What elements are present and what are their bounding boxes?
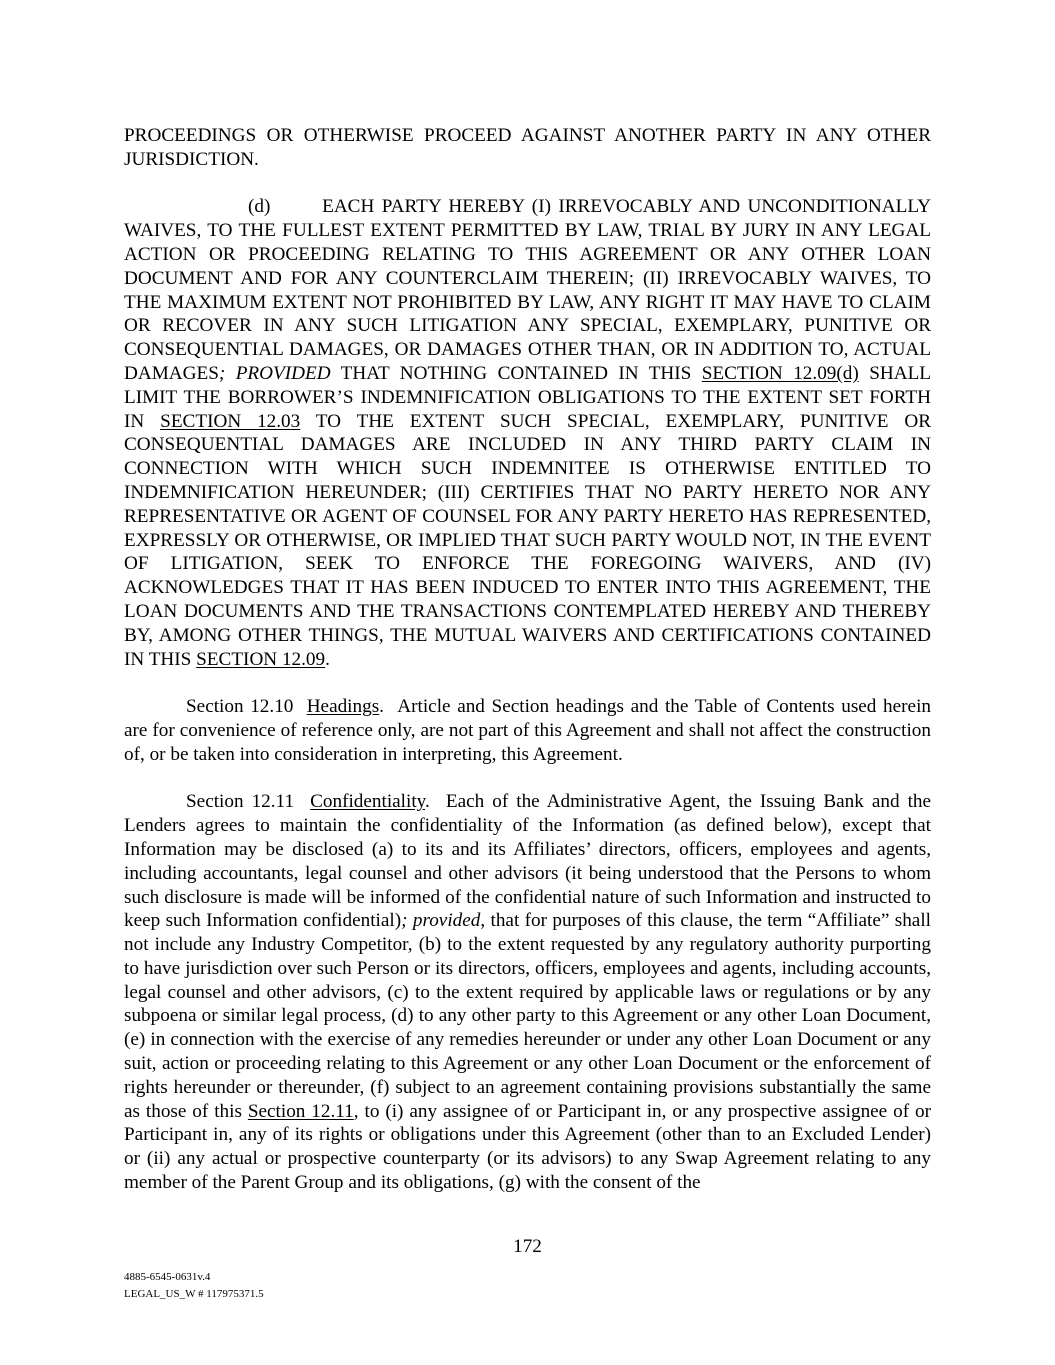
clause-d-text-3: SHALL LIMIT THE BORROWER’S INDEMNIFICATION OBLIGATIONS TO THE EXTENT SET FORTH IN [124,362,932,432]
section-12-10-text: . Article and Section headings and the Table of Contents used herein are for convenience of reference only, are not part of this Agreement and shall not affect the construction of, or be taken into consideration in interpreting, this Agreement. [124,696,931,765]
page-number: 172 [513,1236,542,1257]
section-12-11-paragraph [124,790,931,1195]
clause-d-text-4: TO THE EXTENT SUCH SPECIAL, EXEMPLARY, PUNITIVE OR CONSEQUENTIAL DAMAGES ARE INCLUDED IN ANY THIRD PARTY CLAIM IN CONNECTION WITH WHICH SUCH INDEMNITEE IS OTHERWISE ENTITLED TO INDEMNIFICATION HEREUNDER; (III) CERTIFIES THAT NO PARTY HERETO NOR ANY REPRESENTATIVE OR AGENT OF COUNSEL FOR ANY PARTY HERETO HAS REPRESENTED, EXPRESSLY OR OTHERWISE, OR IMPLIED THAT SUCH PARTY WOULD NOT, IN THE EVENT OF LITIGATION, SEEK TO ENFORCE THE FOREGOING WAIVERS, AND (IV) ACKNOWLEDGES THAT IT HAS BEEN INDUCED TO ENTER INTO THIS AGREEMENT, THE LOAN DOCUMENTS AND THE TRANSACTIONS CONTEMPLATED HEREBY AND THEREBY BY, AMONG OTHER THINGS, THE MUTUAL WAIVERS AND CERTIFICATIONS CONTAINED IN THIS [124,410,932,670]
clause-d-text-2: THAT NOTHING CONTAINED IN THIS [330,362,702,384]
section-12-11-text-3: , to (i) any assignee of or Participant in, or any prospective assignee of or Participant in, any of its rights or obligations under this Agreement (other than to an Excluded Lender) or (ii) any actual or prospective counterparty (or its advisors) to any Swap Agreement relating to any member of the Parent Group and its obligations, (g) with the consent of the [124,1100,931,1194]
section-ref-12-09-d[interactable]: SECTION 12.09(d) [701,362,859,384]
footer-doc-id: 4885-6545-0631v.4 [124,1271,211,1283]
section-12-10-heading: Headings [306,696,380,718]
section-ref-12-03[interactable]: SECTION 12.03 [160,410,301,432]
section-12-11-text-2: , that for purposes of this clause, the term “Affiliate” shall not include any Industry Competitor, (b) to the extent requested by any regulatory authority purporting to have jurisdiction over such Person or its directors, officers, employees and agents, including accounts, legal counsel and other advisors, (c) to the extent required by applicable laws or regulations or by any subpoena or similar legal process, (d) to any other party to this Agreement or any other Loan Document, (e) in connection with the exercise of any remedies hereunder or under any other Loan Document or any suit, action or proceeding relating to this Agreement or any other Loan Document or the enforcement of rights hereunder or thereunder, (f) subject to an agreement containing provisions substantially the same as those of this [124,910,931,1122]
continuation-text: PROCEEDINGS OR OTHERWISE PROCEED AGAINST ANOTHER PARTY IN ANY OTHER JURISDICTION. [124,125,931,170]
section-12-11-number: Section 12.11 [186,791,295,813]
clause-d-paragraph [124,195,931,671]
document-body [124,124,931,1195]
section-12-11-heading: Confidentiality [310,791,426,813]
clause-d-provided: ; PROVIDED [218,362,331,384]
footer-legal-id: LEGAL_US_W # 117975371.5 [124,1288,264,1300]
section-ref-12-09[interactable]: SECTION 12.09 [196,648,326,670]
section-12-10-paragraph [124,695,931,766]
document-footer [124,1269,264,1303]
clause-d-end: . [325,648,330,670]
section-12-11-provided: ; provided [401,910,481,932]
clause-d-text-1: (d) EACH PARTY HEREBY (I) IRREVOCABLY AND UNCONDITIONALLY WAIVES, TO THE FULLEST EXTENT PERMITTED BY LAW, TRIAL BY JURY IN ANY LEGAL ACTION OR PROCEEDING RELATING TO THIS AGREEMENT OR ANY OTHER LOAN DOCUMENT AND FOR ANY COUNTERCLAIM THEREIN; (II) IRREVOCABLY WAIVES, TO THE MAXIMUM EXTENT NOT PROHIBITED BY LAW, ANY RIGHT IT MAY HAVE TO CLAIM OR RECOVER IN ANY SUCH LITIGATION ANY SPECIAL, EXEMPLARY, PUNITIVE OR CONSEQUENTIAL DAMAGES, OR DAMAGES OTHER THAN, OR IN ADDITION TO, ACTUAL DAMAGES [124,196,931,384]
section-ref-12-11[interactable]: Section 12.11 [247,1100,354,1122]
continuation-paragraph [124,124,931,172]
section-12-10-number: Section 12.10 [186,696,294,718]
section-12-11-text-1: . Each of the Administrative Agent, the Issuing Bank and the Lenders agrees to maintain the confidentiality of the Information (as defined below), except that Information may be disclosed (a) to its and its Affiliates’ directors, officers, employees and agents, including accountants, legal counsel and other advisors (it being understood that the Persons to whom such disclosure is made will be informed of the confidential nature of such Information and instructed to keep such Information confidential) [124,791,932,932]
